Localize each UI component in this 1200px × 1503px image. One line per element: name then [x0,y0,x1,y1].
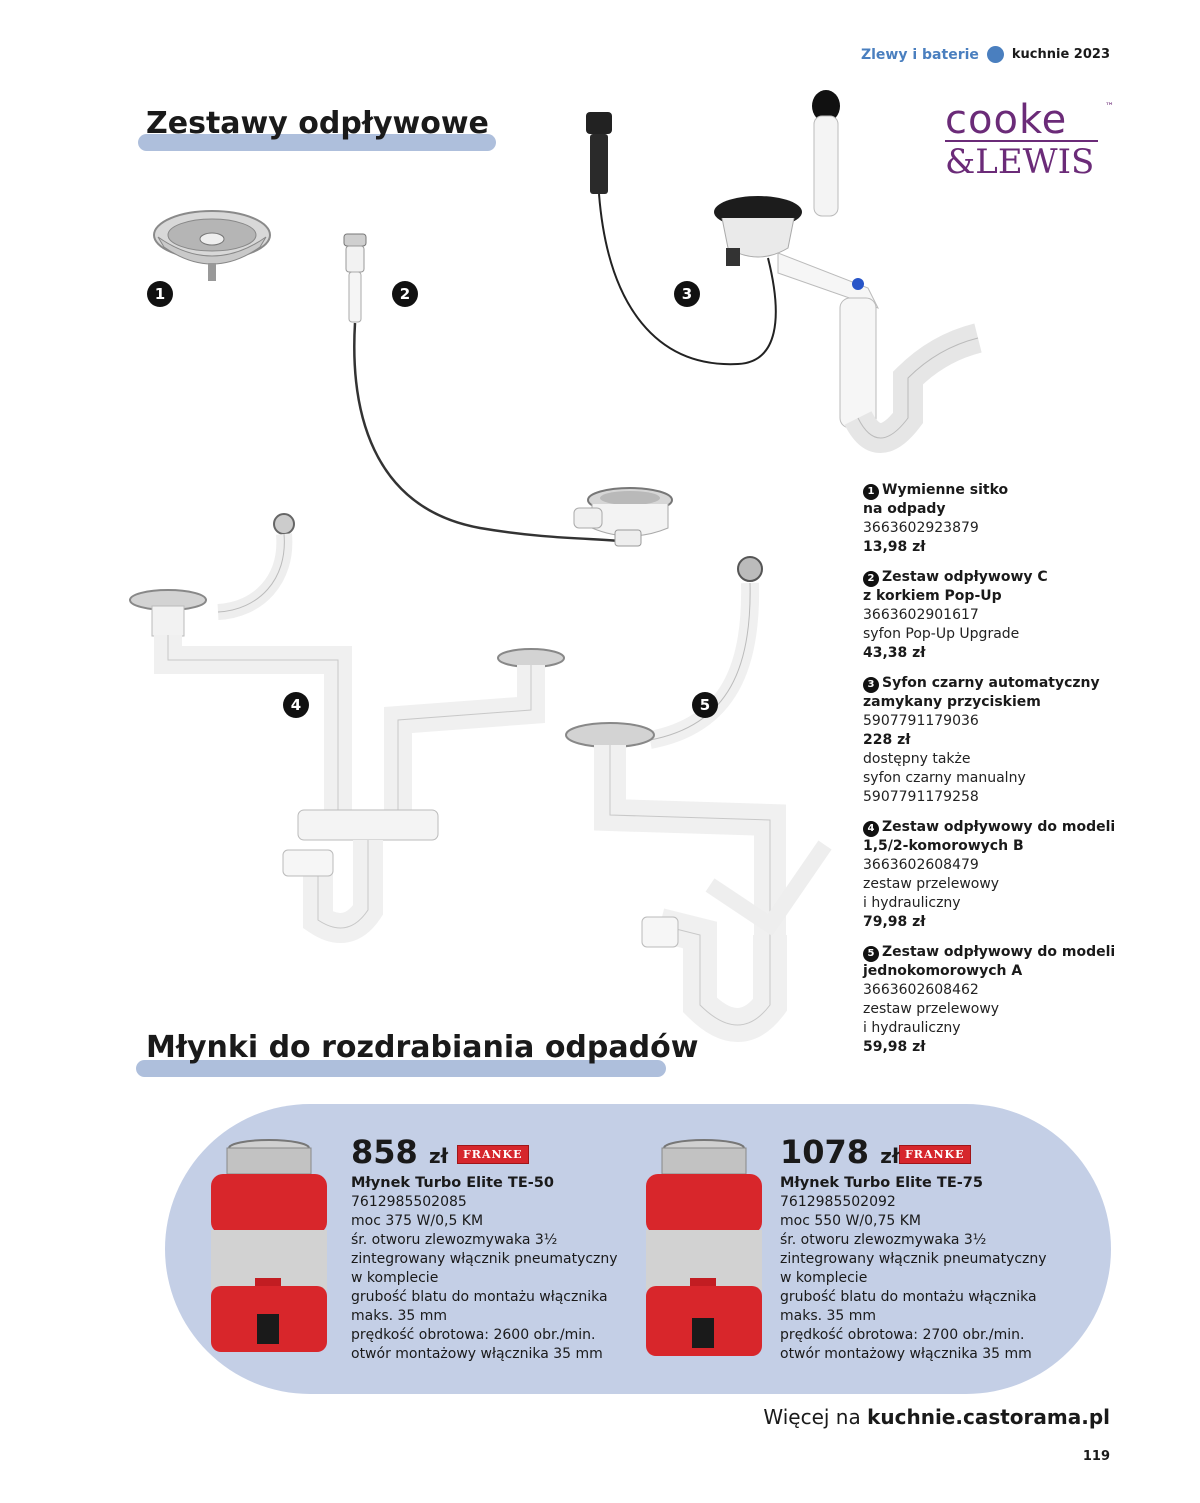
product-detail: 3663602901617 [863,607,979,623]
product-price: 13,98 zł [863,539,926,555]
grinder-detail: grubość blatu do montażu włącznika [780,1289,1037,1305]
product-title [863,943,1143,981]
footer-prefix: Więcej na [763,1405,868,1429]
grinder-detail: śr. otworu zlewozmywaka 3½ [780,1232,987,1248]
product-number-2: 2 [392,281,418,307]
grinder-price [351,1134,618,1174]
product-title-text: Zestaw odpływowy C z korkiem Pop-Up [863,569,1048,604]
grinder-te50-image [205,1138,333,1358]
logo-line-1: cooke [945,97,1068,143]
grinder-section-title: Młynki do rozdrabiania odpadów [146,1030,699,1065]
grinder-detail: moc 375 W/0,5 KM [351,1213,484,1229]
black-siphon-image [578,88,998,458]
product-price: 59,98 zł [863,1039,926,1055]
product-price: 79,98 zł [863,914,926,930]
page-header [861,46,1110,63]
single-drain-image [560,555,850,1055]
grinder-te75-image [640,1138,768,1363]
product-badge: 5 [863,946,879,962]
product-number-1: 1 [147,281,173,307]
product-title [863,481,1143,519]
grinder-name: Młynek Turbo Elite TE-50 [351,1175,554,1191]
grinder-detail: 7612985502085 [351,1194,467,1210]
product-item [863,943,1143,1057]
franke-logo: FRANKE [457,1145,529,1164]
grinder-detail: 7612985502092 [780,1194,896,1210]
product-title [863,568,1143,606]
product-title-text: Zestaw odpływowy do modeli jednokomorowych A [863,944,1116,979]
product-item [863,568,1143,663]
product-detail: zestaw przelewowy [863,1001,1000,1017]
product-detail: i hydrauliczny [863,895,961,911]
logo-trademark: ™ [1105,102,1114,112]
double-drain-image [128,510,578,950]
product-detail: 5907791179258 [863,789,979,805]
grinder-detail: w komplecie [351,1270,439,1286]
strainer-image [150,205,275,290]
product-item [863,674,1143,807]
logo-line-2: &LEWIS [945,140,1098,182]
product-list [863,481,1143,1068]
product-detail: 3663602923879 [863,520,979,536]
grinder-detail: moc 550 W/0,75 KM [780,1213,921,1229]
product-badge: 4 [863,821,879,837]
grinder-te50-details [351,1134,618,1364]
grinder-detail: w komplecie [780,1270,868,1286]
product-number-5: 5 [692,692,718,718]
product-badge: 2 [863,571,879,587]
page-number: 119 [1082,1449,1110,1464]
product-price: 43,38 zł [863,645,926,661]
product-detail: zestaw przelewowy [863,876,1000,892]
product-number-4: 4 [283,692,309,718]
grinder-detail: otwór montażowy włącznika 35 mm [780,1346,1032,1362]
grinder-detail: maks. 35 mm [351,1308,448,1324]
product-detail: i hydrauliczny [863,1020,961,1036]
grinder-detail: grubość blatu do montażu włącznika [351,1289,608,1305]
product-item [863,481,1143,557]
product-detail: syfon czarny manualny [863,770,1026,786]
grinder-detail: prędkość obrotowa: 2700 obr./min. [780,1327,1025,1343]
product-detail: dostępny także [863,751,971,767]
price-unit: zł [880,1144,900,1168]
grinder-price [780,1134,1047,1174]
product-badge: 1 [863,484,879,500]
grinder-detail: maks. 35 mm [780,1308,877,1324]
product-badge: 3 [863,677,879,693]
grinder-detail: otwór montażowy włącznika 35 mm [351,1346,603,1362]
grinder-detail: śr. otworu zlewozmywaka 3½ [351,1232,558,1248]
product-detail: syfon Pop-Up Upgrade [863,626,1020,642]
grinder-name: Młynek Turbo Elite TE-75 [780,1175,983,1191]
section-dot [987,46,1004,63]
grinder-detail: zintegrowany włącznik pneumatyczny [780,1251,1047,1267]
grinder-detail: zintegrowany włącznik pneumatyczny [351,1251,618,1267]
grinder-detail: prędkość obrotowa: 2600 obr./min. [351,1327,596,1343]
franke-logo: FRANKE [899,1145,971,1164]
price-unit: zł [428,1144,448,1168]
product-title-text: Wymienne sitko na odpady [863,482,1009,517]
product-detail: 3663602608479 [863,857,979,873]
drain-section-title: Zestawy odpływowe [146,106,489,141]
catalog-label: kuchnie 2023 [1011,47,1110,62]
product-detail: 3663602608462 [863,982,979,998]
price-value: 1078 [780,1133,870,1171]
price-value: 858 [351,1133,418,1171]
product-title [863,674,1143,712]
product-title [863,818,1143,856]
product-price: 228 zł [863,732,911,748]
footer-link[interactable] [763,1405,1110,1429]
footer-url[interactable]: kuchnie.castorama.pl [867,1405,1110,1429]
section-label: Zlewy i baterie [860,46,979,63]
product-title-text: Zestaw odpływowy do modeli 1,5/2-komorowych B [863,819,1116,854]
product-number-3: 3 [674,281,700,307]
product-item [863,818,1143,932]
product-title-text: Syfon czarny automatyczny zamykany przyciskiem [863,675,1100,710]
product-detail: 5907791179036 [863,713,979,729]
grinder-te75-details [780,1134,1047,1364]
